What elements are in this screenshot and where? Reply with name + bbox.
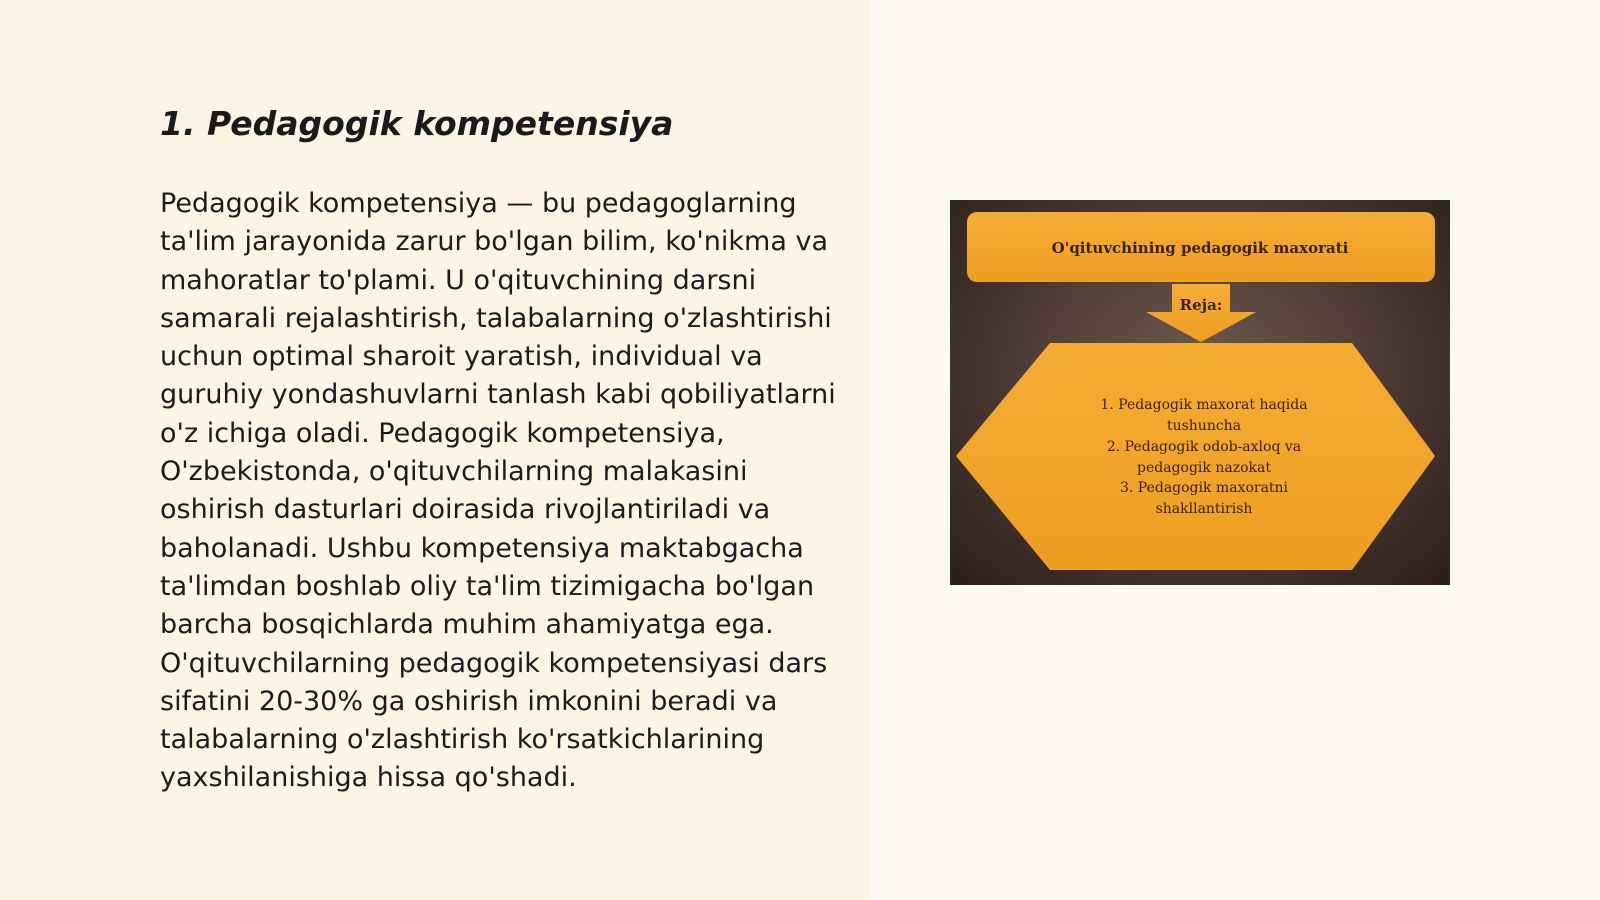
figure-diagram — [950, 200, 1450, 585]
figure-item-2: 2. Pedagogik odob-axloq va — [1106, 439, 1302, 455]
figure-item-1: 1. Pedagogik maxorat haqida — [1100, 397, 1308, 413]
figure-hexagon — [956, 343, 1435, 570]
figure-item-1-cont: tushuncha — [1166, 418, 1242, 434]
figure-item-2-cont: pedagogik nazokat — [1137, 460, 1271, 476]
figure-arrow-label: Reja: — [1179, 296, 1223, 314]
figure-item-3: 3. Pedagogik maxoratni — [1119, 480, 1289, 496]
figure-header-text: O'qituvchining pedagogik maxorati — [1051, 239, 1349, 257]
slide-body-text: Pedagogik kompetensiya — bu pedagoglarning ta'lim jarayonida zarur bo'lgan bilim, ko'nikma va mahoratlar to'plami. U o'qituvchining darsni samarali rejalashtirish, talabalarning o'zlashtirishi uchun optimal sharoit yaratish, individual va guruhiy yondashuvlarni tanlash kabi qobiliyatlarni o'z ichiga oladi. Pedagogik kompetensiya, O'zbekistonda, o'qituvchilarning malakasini oshirish dasturlari doirasida rivojlantiriladi va baholanadi. Ushbu kompetensiya maktabgacha ta'limdan boshlab oliy ta'lim tizimigacha bo'lgan barcha bosqichlarda muhim ahamiyatga ega. O'qituvchilarning pedagogik kompetensiyasi dars sifatini 20-30% ga oshirish imkonini beradi va talabalarning o'zlashtirish ko'rsatkichlarining yaxshilanishiga hissa qo'shadi. — [160, 188, 836, 794]
figure-item-3-cont: shakllantirish — [1155, 501, 1253, 517]
pedagogical-mastery-figure — [950, 200, 1450, 585]
slide-title: 1. Pedagogik kompetensiya — [160, 104, 674, 143]
